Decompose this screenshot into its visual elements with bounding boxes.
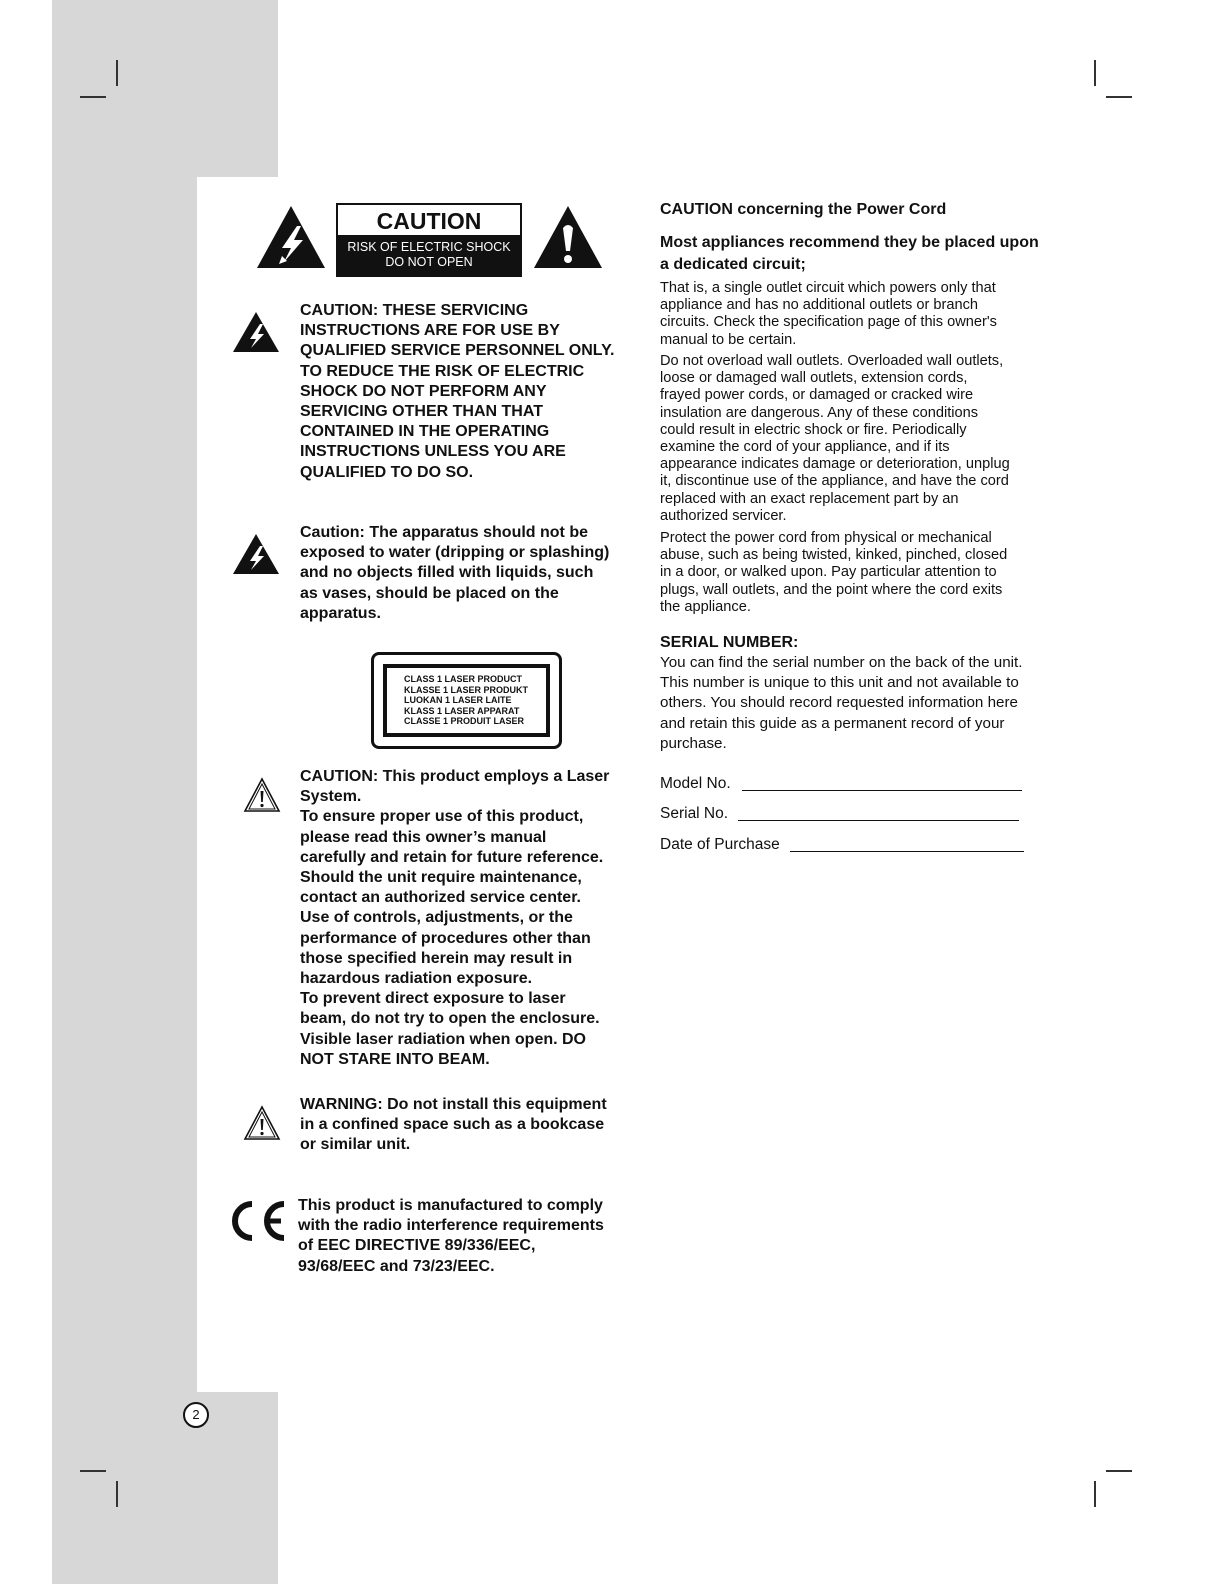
text-line: circuits. Check the specification page of this owner's (660, 314, 997, 331)
laser-caution (300, 767, 640, 1070)
water-caution (300, 523, 640, 624)
crop-mark (1106, 96, 1132, 98)
date-of-purchase-label: Date of Purchase (660, 836, 780, 853)
crop-mark (80, 1470, 106, 1472)
text-line: frayed power cords, or damaged or cracked wire (660, 387, 974, 404)
text-line: contact an authorized service center. (300, 889, 581, 907)
laser-label-line: CLASSE 1 PRODUIT LASER (404, 716, 525, 726)
serial-number-field[interactable] (738, 820, 1019, 821)
exclamation-triangle-icon (532, 204, 604, 270)
text-line: appearance indicates damage or deterioration, unplug (660, 456, 1010, 473)
text-line: performance of procedures other than (300, 929, 591, 947)
text-line: To prevent direct exposure to laser (300, 990, 566, 1008)
text-line: Protect the power cord from physical or mechanical (660, 530, 992, 546)
text-line: beam, do not try to open the enclosure. (300, 1010, 600, 1028)
page-number: 2 (183, 1402, 209, 1428)
text-line: it, discontinue use of the appliance, and have the cord (660, 473, 1009, 490)
text-line: with the radio interference requirements (298, 1217, 604, 1235)
text-line: and no objects filled with liquids, such (300, 564, 594, 582)
text-line: others. You should record requested information here (660, 694, 1018, 712)
caution-label (336, 203, 522, 277)
text-line: carefully and retain for future reference. (300, 848, 604, 866)
ce-compliance (298, 1196, 638, 1277)
text-line: purchase. (660, 734, 727, 752)
text-line: 93/68/EEC and 73/23/EEC. (298, 1257, 495, 1275)
power-cord-paragraph-3 (660, 530, 1080, 616)
text-line: and retain this guide as a permanent record of your (660, 714, 1005, 732)
laser-label-line: CLASS 1 LASER PRODUCT (404, 674, 523, 684)
laser-class-label (371, 652, 562, 749)
caution-line: RISK OF ELECTRIC SHOCK (347, 240, 511, 254)
text-line: QUALIFIED TO DO SO. (300, 463, 474, 481)
power-cord-subheading (660, 232, 1039, 276)
text-line: Visible laser radiation when open. DO (300, 1030, 586, 1048)
model-number-label: Model No. (660, 775, 731, 792)
crop-mark (1106, 1470, 1132, 1472)
text-line: examine the cord of your appliance, and if its (660, 439, 950, 456)
text-line: abuse, such as being twisted, kinked, pinched, closed (660, 547, 1008, 564)
caution-title: CAUTION (376, 208, 482, 234)
servicing-warning (300, 301, 640, 483)
power-cord-paragraph-2 (660, 353, 1080, 525)
text-line: You can find the serial number on the back of the unit. (660, 654, 1023, 671)
text-line: Do not overload wall outlets. Overloaded wall outlets, (660, 353, 1004, 369)
text-line: CAUTION: This product employs a Laser (300, 768, 610, 785)
text-line: exposed to water (dripping or splashing) (300, 544, 610, 562)
text-line: or similar unit. (300, 1136, 411, 1154)
text-line: in a door, or walked upon. Pay particular attention to (660, 564, 997, 581)
lightning-triangle-icon (255, 204, 327, 270)
laser-label-line: LUOKAN 1 LASER LAITE (404, 695, 512, 705)
warning-outline-icon (243, 777, 281, 813)
text-line: please read this owner’s manual (300, 828, 547, 846)
text-line: hazardous radiation exposure. (300, 970, 533, 988)
crop-mark (116, 60, 118, 86)
serial-number-heading: SERIAL NUMBER: (660, 634, 799, 651)
text-line: appliance and has no additional outlets or branch (660, 297, 979, 314)
margin-band-top (52, 0, 278, 177)
text-line: Use of controls, adjustments, or the (300, 909, 573, 927)
serial-number-label: Serial No. (660, 805, 729, 822)
power-cord-heading: CAUTION concerning the Power Cord (660, 201, 947, 218)
text-line: replaced with an exact replacement part by an (660, 490, 959, 507)
ce-mark-icon (226, 1198, 288, 1244)
text-line: Most appliances recommend they be placed upon (660, 234, 1039, 251)
text-line: plugs, wall outlets, and the point where the cord exits (660, 581, 1003, 598)
text-line: of EEC DIRECTIVE 89/336/EEC, (298, 1237, 536, 1255)
text-line: This product is manufactured to comply (298, 1197, 603, 1214)
laser-label-inner (383, 664, 550, 737)
text-line: as vases, should be placed on the (300, 584, 559, 602)
laser-label-line: KLASSE 1 LASER PRODUKT (404, 684, 529, 695)
text-line: manual to be certain. (660, 331, 797, 348)
text-line: SERVICING OTHER THAN THAT (300, 403, 543, 421)
lightning-triangle-icon (232, 311, 280, 353)
model-number-field[interactable] (742, 790, 1022, 791)
caution-line: DO NOT OPEN (385, 255, 473, 269)
crop-mark (80, 96, 106, 98)
text-line: in a confined space such as a bookcase (300, 1116, 605, 1134)
text-line: Should the unit require maintenance, (300, 869, 582, 887)
text-line: INSTRUCTIONS UNLESS YOU ARE (300, 443, 566, 461)
installation-warning (300, 1095, 640, 1156)
crop-mark (1094, 1481, 1096, 1507)
date-of-purchase-field[interactable] (790, 851, 1024, 852)
lightning-triangle-icon (232, 533, 280, 575)
text-line: CAUTION: THESE SERVICING (300, 302, 529, 319)
serial-number-text (660, 653, 1080, 754)
text-line: loose or damaged wall outlets, extension cords, (660, 370, 968, 387)
text-line: This number is unique to this unit and not available to (660, 674, 1019, 692)
crop-mark (116, 1481, 118, 1507)
text-line: To ensure proper use of this product, (300, 808, 584, 826)
warning-outline-icon (243, 1105, 281, 1141)
crop-mark (1094, 60, 1096, 86)
text-line: the appliance. (660, 598, 751, 615)
text-line: QUALIFIED SERVICE PERSONNEL ONLY. (300, 342, 615, 360)
laser-label-line: KLASS 1 LASER APPARAT (404, 705, 520, 716)
caution-subtitle (338, 235, 520, 275)
text-line: WARNING: Do not install this equipment (300, 1096, 607, 1113)
power-cord-paragraph-1 (660, 280, 1080, 349)
text-line: CONTAINED IN THE OPERATING (300, 423, 550, 441)
margin-band-bottom (52, 1392, 278, 1584)
margin-band (52, 177, 197, 1392)
text-line: could result in electric shock or fire. Periodically (660, 421, 967, 438)
text-line: System. (300, 788, 362, 806)
text-line: NOT STARE INTO BEAM. (300, 1050, 490, 1068)
text-line: a dedicated circuit; (660, 256, 806, 273)
text-line: apparatus. (300, 604, 381, 622)
text-line: authorized servicer. (660, 507, 787, 524)
text-line: Caution: The apparatus should not be (300, 524, 588, 541)
text-line: insulation are dangerous. Any of these conditions (660, 404, 979, 421)
text-line: SHOCK DO NOT PERFORM ANY (300, 382, 547, 400)
text-line: TO REDUCE THE RISK OF ELECTRIC (300, 362, 585, 380)
text-line: INSTRUCTIONS ARE FOR USE BY (300, 322, 560, 340)
text-line: That is, a single outlet circuit which powers only that (660, 280, 996, 296)
text-line: those specified herein may result in (300, 949, 573, 967)
